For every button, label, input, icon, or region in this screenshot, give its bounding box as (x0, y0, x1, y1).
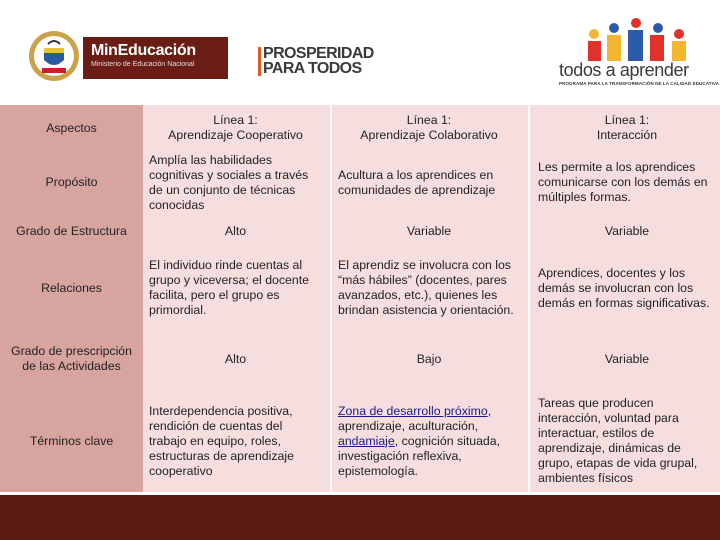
row-interaccion-text: Tareas que producen interacción, voluntad para interactuar, estilos de aprendizaje, dinámicas de grupo, etapas de vida grupal, ambientes físicos (538, 396, 698, 485)
row-cooperativo (143, 328, 326, 390)
header-cooperativo-text: Línea 1: Aprendizaje Cooperativo (168, 113, 303, 142)
footer-bar (0, 495, 720, 540)
row-cooperativo-text: Alto (224, 223, 247, 238)
colombia-seal-icon (28, 30, 80, 82)
row-interaccion-text: Aprendices, docentes y los demás se involucran con los demás en formas significativas. (538, 265, 710, 310)
row-cooperativo (143, 214, 326, 248)
row-cooperativo-text: El individuo rinde cuentas al grupo y viceversa; el docente facilita, pero el grupo es primordial. (149, 258, 309, 317)
text-mid: , aprendizaje, aculturación, (338, 403, 492, 433)
row-interaccion (530, 328, 720, 390)
row-interaccion-text: Variable (604, 223, 650, 238)
mineducacion-subtitle: Ministerio de Educación Nacional (91, 61, 195, 68)
andamiaje-link[interactable]: andamiaje (338, 433, 395, 448)
row-colaborativo-text (338, 404, 520, 479)
row-cooperativo-text: Interdependencia positiva, rendición de cuentas del trabajo en equipo, roles, estructuras de aprendizaje cooperativo (149, 403, 294, 478)
row-interaccion (530, 248, 720, 328)
row-interaccion-text: Variable (604, 351, 650, 366)
row-aspect-text: Términos clave (29, 433, 114, 448)
row-aspect (0, 390, 143, 492)
prosperidad-accent-bar (258, 47, 261, 76)
row-colaborativo (332, 390, 524, 492)
taa-title: todos a aprender (559, 60, 689, 80)
row-interaccion-text: Les permite a los aprendices comunicarse con los demás en múltiples formas. (538, 160, 708, 204)
mineducacion-title: MinEducación (91, 42, 196, 59)
prosperidad-line2: PARA TODOS (263, 60, 362, 77)
row-cooperativo (143, 151, 326, 214)
row-aspect-text: Propósito (45, 175, 98, 189)
row-colaborativo (332, 248, 524, 328)
taa-subtitle: PROGRAMA PARA LA TRANSFORMACIÓN DE LA CALIDAD EDUCATIVA (559, 81, 720, 86)
row-aspect (0, 248, 143, 328)
row-colaborativo (332, 151, 524, 214)
header-logos (0, 0, 720, 105)
todos-a-aprender-logo (559, 60, 720, 86)
row-aspect (0, 328, 143, 390)
row-interaccion (530, 151, 720, 214)
text-tail: , cognición situada, investigación reflexiva, epistemología. (338, 433, 501, 478)
header-interaccion-text: Línea 1: Interacción (596, 113, 658, 142)
row-cooperativo-text: Amplía las habilidades cognitivas y sociales a través de un conjunto de técnicas conocidas (149, 152, 309, 212)
header-colaborativo (332, 105, 524, 151)
row-interaccion (530, 214, 720, 248)
row-colaborativo-text: Acultura a los aprendices en comunidades de aprendizaje (338, 167, 496, 197)
row-cooperativo (143, 248, 326, 328)
row-colaborativo (332, 328, 524, 390)
row-colaborativo (332, 214, 524, 248)
row-aspect (0, 151, 143, 214)
row-aspect-text: Grado de Estructura (16, 223, 127, 238)
row-colaborativo-text: Variable (406, 223, 452, 238)
row-cooperativo-text: Alto (224, 351, 247, 366)
row-aspect-text: Relaciones (41, 280, 102, 295)
row-interaccion (530, 390, 720, 492)
row-cooperativo (143, 390, 326, 492)
row-aspect-text: Grado de prescripción de las Actividades (11, 344, 132, 373)
header-aspectos-text: Aspectos (46, 120, 97, 135)
header-colaborativo-text: Línea 1: Aprendizaje Colaborativo (360, 113, 498, 142)
header-cooperativo (143, 105, 326, 151)
prosperidad-line1: PROSPERIDAD (263, 45, 374, 62)
prosperidad-logo (258, 46, 374, 76)
comparison-table (0, 105, 720, 495)
header-interaccion (530, 105, 720, 151)
row-colaborativo-text: El aprendiz se involucra con los “más hábiles” (docentes, pares avanzados, etc.), quienes les brindan asistencia y orientación. (338, 258, 514, 317)
people-figures-icon (580, 18, 695, 63)
row-colaborativo-text: Bajo (416, 351, 442, 366)
zona-desarrollo-link[interactable]: Zona de desarrollo próximo (338, 403, 488, 418)
row-aspect (0, 214, 143, 248)
header-aspectos (0, 105, 143, 151)
mineducacion-logo (83, 37, 228, 79)
